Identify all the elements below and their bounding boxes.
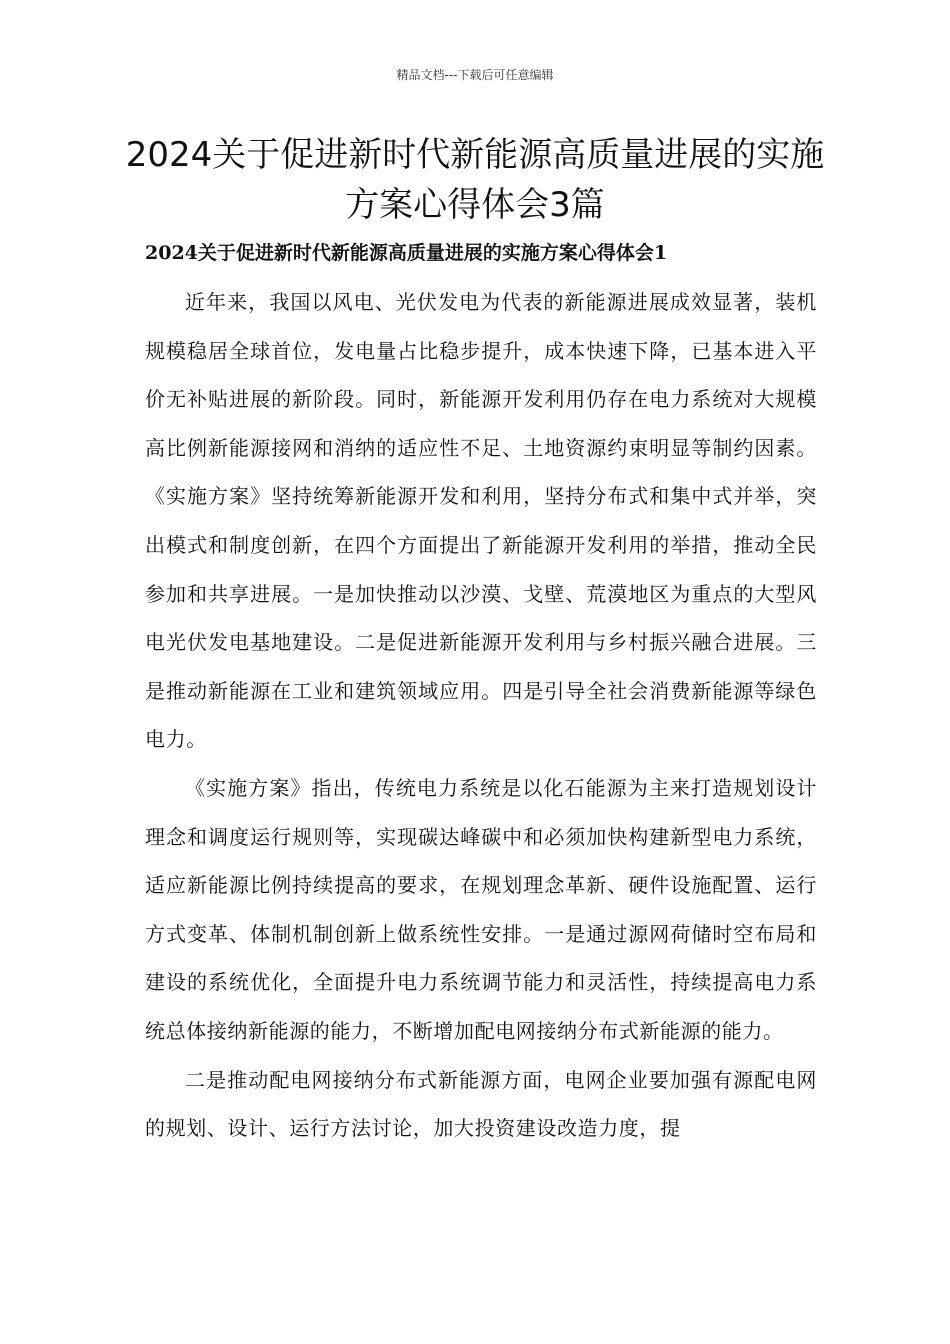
paragraph-3: 二是推动配电网接纳分布式新能源方面，电网企业要加强有源配电网的规划、设计、运行方法讨论，加大投资建设改造力度，提 <box>145 1067 817 1141</box>
document-body <box>145 278 817 1153</box>
section-subtitle: 2024关于促进新时代新能源高质量进展的实施方案心得体会1 <box>145 242 668 264</box>
paragraph-2: 《实施方案》指出，传统电力系统是以化石能源为主来打造规划设计理念和调度运行规则等，实现碳达峰碳中和必须加快构建新型电力系统，适应新能源比例持续提高的要求，在规划理念革新、硬件设施配置、运行方式变革、体制机制创新上做系统性安排。一是通过源网荷储时空布局和建设的系统优化，全面提升电力系统调节能力和灵活性，持续提高电力系统总体接纳新能源的能力，不断增加配电网接纳分布式新能源的能力。 <box>145 775 817 1043</box>
paragraph-1: 近年来，我国以风电、光伏发电为代表的新能源进展成效显著，装机规模稳居全球首位，发电量占比稳步提升，成本快速下降，已基本进入平价无补贴进展的新阶段。同时，新能源开发利用仍存在电力系统对大规模高比例新能源接网和消纳的适应性不足、土地资源约束明显等制约因素。《实施方案》坚持统筹新能源开发和利用，坚持分布式和集中式并举，突出模式和制度创新，在四个方面提出了新能源开发利用的举措，推动全民参加和共享进展。一是加快推动以沙漠、戈壁、荒漠地区为重点的大型风电光伏发电基地建设。二是促进新能源开发利用与乡村振兴融合进展。三是推动新能源在工业和建筑领域应用。四是引导全社会消费新能源等绿色电力。 <box>145 290 817 752</box>
header-note: 精品文档---下载后可任意编辑 <box>396 68 554 82</box>
document-title: 2024关于促进新时代新能源高质量进展的实施方案心得体会3篇 <box>125 135 825 225</box>
